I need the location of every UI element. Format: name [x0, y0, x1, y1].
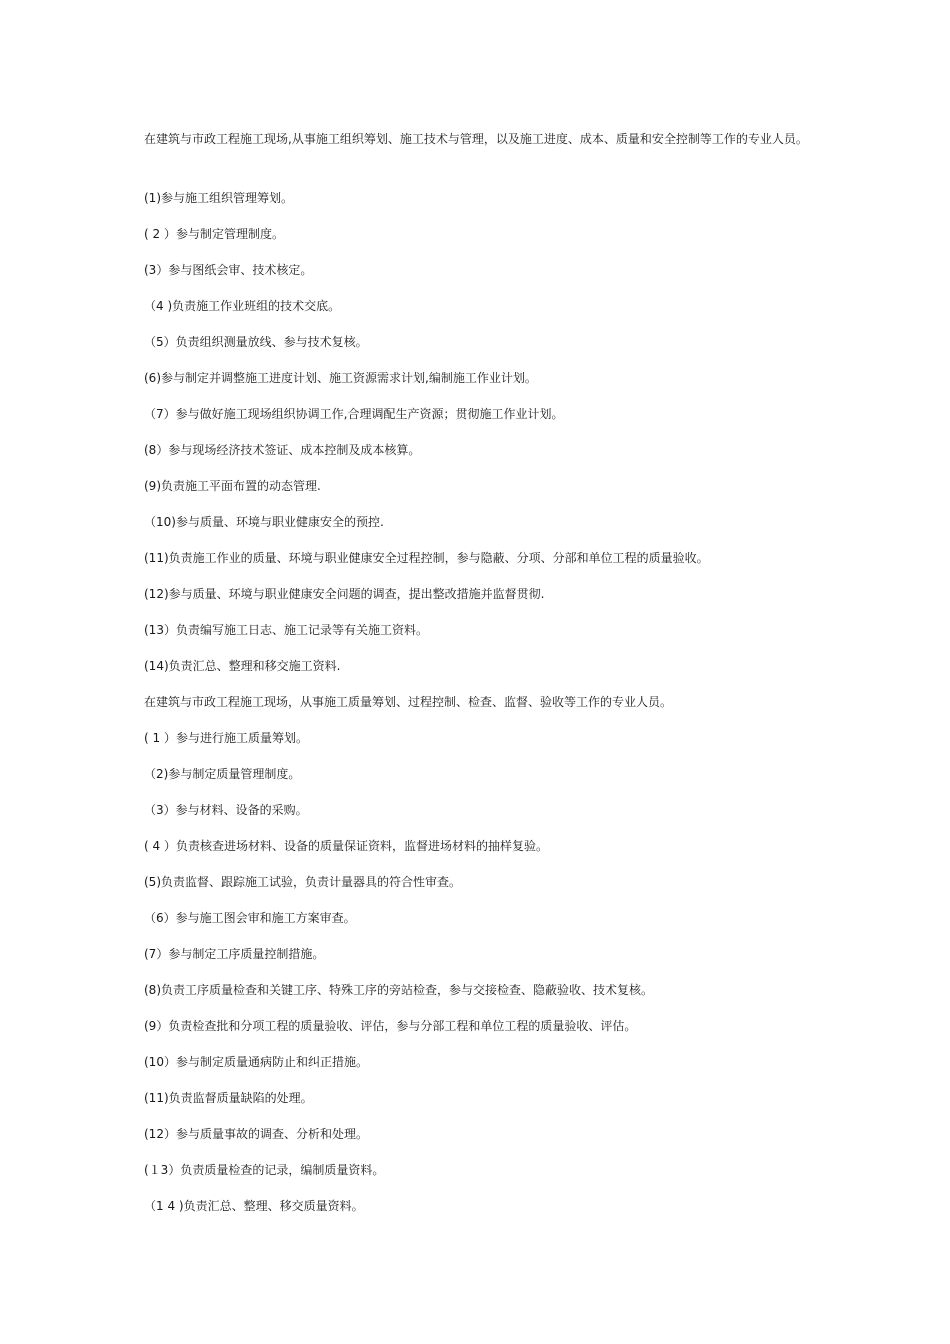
list-item: (13）负责编写施工日志、施工记录等有关施工资料。 [144, 623, 428, 637]
list-item: （6）参与施工图会审和施工方案审查。 [144, 911, 356, 925]
list-item: (8）参与现场经济技术签证、成本控制及成本核算。 [144, 443, 421, 457]
list-item: ( 1 ）参与进行施工质量筹划。 [144, 731, 308, 745]
list-item: ( 2 ）参与制定管理制度。 [144, 227, 284, 241]
intro-paragraph-2: 在建筑与市政工程施工现场，从事施工质量筹划、过程控制、检查、监督、验收等工作的专业人员。 [144, 695, 673, 709]
list-item: (5)负责监督、跟踪施工试验，负责计量器具的符合性审查。 [144, 875, 462, 889]
list-item: (3）参与图纸会审、技术核定。 [144, 263, 313, 277]
list-item: (7）参与制定工序质量控制措施。 [144, 947, 325, 961]
list-item: （5）负责组织测量放线、参与技术复核。 [144, 335, 368, 349]
list-item: （10)参与质量、环境与职业健康安全的预控. [144, 515, 384, 529]
list-item: （1 4 )负责汇总、整理、移交质量资料。 [144, 1199, 364, 1213]
list-item: ( 4 ）负责核查进场材料、设备的质量保证资料，监督进场材料的抽样复验。 [144, 839, 548, 853]
intro-paragraph-1: 在建筑与市政工程施工现场,从事施工组织筹划、施工技术与管理，以及施工进度、成本、质量和安全控制等工作的专业人员。 [144, 132, 808, 146]
list-item: (9)负责施工平面布置的动态管理. [144, 479, 321, 493]
list-item: （4 )负责施工作业班组的技术交底。 [144, 299, 341, 313]
list-item: (11)负责监督质量缺陷的处理。 [144, 1091, 313, 1105]
list-item: (12）参与质量事故的调查、分析和处理。 [144, 1127, 368, 1141]
list-item: （3）参与材料、设备的采购。 [144, 803, 308, 817]
list-item: (8)负责工序质量检查和关键工序、特殊工序的旁站检查，参与交接检查、隐蔽验收、技术复核。 [144, 983, 654, 997]
list-item: （2)参与制定质量管理制度。 [144, 767, 301, 781]
list-item: (6)参与制定并调整施工进度计划、施工资源需求计划,编制施工作业计划。 [144, 371, 537, 385]
list-item: (１3）负责质量检查的记录，编制质量资料。 [144, 1163, 385, 1177]
list-item: （7）参与做好施工现场组织协调工作,合理调配生产资源；贯彻施工作业计划。 [144, 407, 564, 421]
list-item: (9）负责检查批和分项工程的质量验收、评估，参与分部工程和单位工程的质量验收、评估。 [144, 1019, 637, 1033]
list-item: (1)参与施工组织管理筹划。 [144, 191, 293, 205]
list-item: (10）参与制定质量通病防止和纠正措施。 [144, 1055, 368, 1069]
list-item: (14)负责汇总、整理和移交施工资料. [144, 659, 341, 673]
list-item: (12)参与质量、环境与职业健康安全问题的调查，提出整改措施并监督贯彻. [144, 587, 545, 601]
list-item: (11)负责施工作业的质量、环境与职业健康安全过程控制，参与隐蔽、分项、分部和单位工程的质量验收。 [144, 551, 709, 565]
